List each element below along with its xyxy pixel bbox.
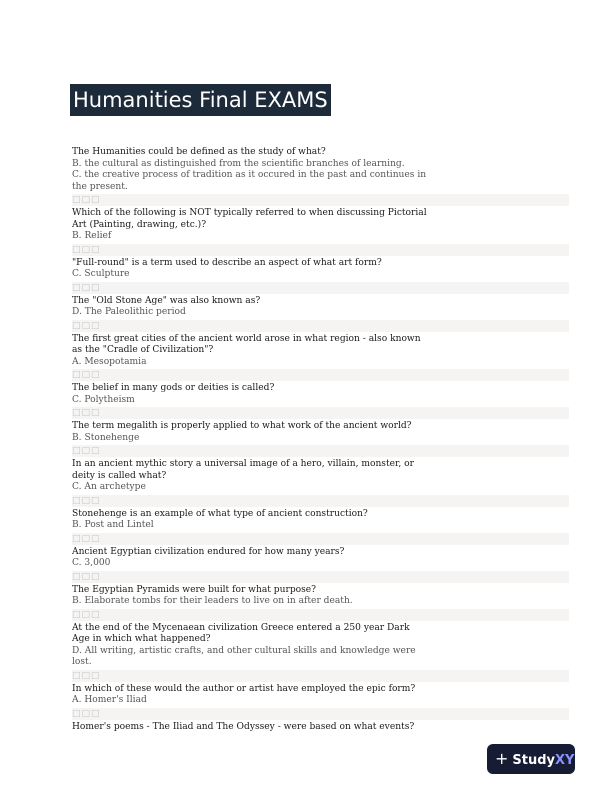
answer-separator	[72, 407, 569, 419]
qa-item	[72, 296, 569, 319]
question-text: Stonehenge is an example of what type of ancient construction?	[72, 508, 368, 519]
answer-separator	[72, 708, 569, 720]
question-text: In an ancient mythic story a universal image of a hero, villain, monster, or deity is called what?	[72, 459, 414, 481]
qa-item	[72, 147, 569, 193]
answer-separator	[72, 571, 569, 583]
placeholder-glyphs-icon: □□□	[72, 533, 101, 544]
question-text: The "Old Stone Age" was also known as?	[72, 295, 261, 306]
placeholder-glyphs-icon: □□□	[72, 370, 101, 380]
brand-name-accent: XY	[555, 753, 575, 768]
question-text: The Egyptian Pyramids were built for what purpose?	[72, 584, 317, 595]
studyxy-badge[interactable]	[487, 744, 575, 774]
answer-separator	[72, 609, 569, 621]
answer-text: C. the creative process of tradition as it occured in the past and continues in the present.	[72, 170, 427, 192]
qa-item	[72, 208, 569, 243]
answer-text: A. Homer's Iliad	[72, 695, 147, 705]
placeholder-glyphs-icon: □□□	[72, 195, 101, 205]
qa-item	[72, 258, 569, 281]
brand-name: Study	[512, 753, 556, 768]
answer-text: C. An archetype	[72, 482, 146, 492]
question-text: Ancient Egyptian civilization endured for how many years?	[72, 546, 345, 557]
answer-separator	[72, 244, 569, 256]
qa-item	[72, 684, 569, 707]
qa-item	[72, 509, 569, 532]
placeholder-glyphs-icon: □□□	[72, 282, 101, 293]
question-text: "Full-round" is a term used to describe an aspect of what art form?	[72, 257, 382, 268]
answer-text: B. Relief	[72, 231, 112, 241]
placeholder-glyphs-icon: □□□	[72, 571, 101, 582]
answer-text: D. All writing, artistic crafts, and other cultural skills and knowledge were lost.	[72, 645, 416, 667]
qa-item	[72, 334, 569, 369]
qa-item	[72, 722, 569, 734]
placeholder-glyphs-icon: □□□	[72, 320, 101, 331]
answer-separator	[72, 670, 569, 682]
placeholder-glyphs-icon: □□□	[72, 495, 101, 506]
qa-item	[72, 383, 569, 406]
qa-item	[72, 547, 569, 570]
answer-separator	[72, 320, 569, 332]
answer-separator	[72, 369, 569, 381]
answer-text: C. 3,000	[72, 558, 111, 568]
qa-item	[72, 421, 569, 444]
placeholder-glyphs-icon: □□□	[72, 408, 101, 418]
answer-separator	[72, 533, 569, 545]
answer-text: B. Post and Lintel	[72, 520, 154, 530]
question-text: The belief in many gods or deities is called?	[72, 383, 275, 393]
plus-icon: +	[495, 749, 509, 768]
question-text: Homer's poems - The Iliad and The Odyssey - were based on what events?	[72, 721, 415, 732]
qa-item	[72, 459, 569, 494]
answer-separator	[72, 194, 569, 206]
placeholder-glyphs-icon: □□□	[72, 609, 101, 620]
question-text: At the end of the Mycenaean civilization Greece entered a 250 year Dark Age in which what happened?	[72, 622, 410, 644]
answer-separator	[72, 495, 569, 507]
qa-list	[72, 147, 569, 733]
answer-text: C. Polytheism	[72, 394, 135, 405]
answer-text: C. Sculpture	[72, 269, 130, 279]
placeholder-glyphs-icon: □□□	[72, 244, 101, 255]
question-text: The Humanities could be defined as the study of what?	[72, 147, 326, 157]
placeholder-glyphs-icon: □□□	[72, 708, 101, 719]
question-text: In which of these would the author or artist have employed the epic form?	[72, 683, 416, 694]
question-text: The term megalith is properly applied to what work of the ancient world?	[72, 421, 412, 431]
answer-text: B. Elaborate tombs for their leaders to live on in after death.	[72, 596, 353, 606]
question-text: The first great cities of the ancient world arose in what region - also known as the "Cradle of Civilization"?	[72, 333, 421, 355]
qa-item	[72, 623, 569, 669]
answer-text: B. Stonehenge	[72, 432, 140, 443]
question-text: Which of the following is NOT typically referred to when discussing Pictorial Art (Painting, drawing, etc.)?	[72, 208, 427, 230]
answer-text: D. The Paleolithic period	[72, 307, 186, 317]
page-title: Humanities Final EXAMS	[70, 84, 331, 116]
placeholder-glyphs-icon: □□□	[72, 670, 101, 681]
answer-separator	[72, 445, 569, 457]
answer-text: B. the cultural as distinguished from the scientific branches of learning.	[72, 158, 405, 169]
qa-item	[72, 585, 569, 608]
answer-separator	[72, 282, 569, 294]
answer-text: A. Mesopotamia	[72, 356, 147, 367]
placeholder-glyphs-icon: □□□	[72, 446, 101, 456]
